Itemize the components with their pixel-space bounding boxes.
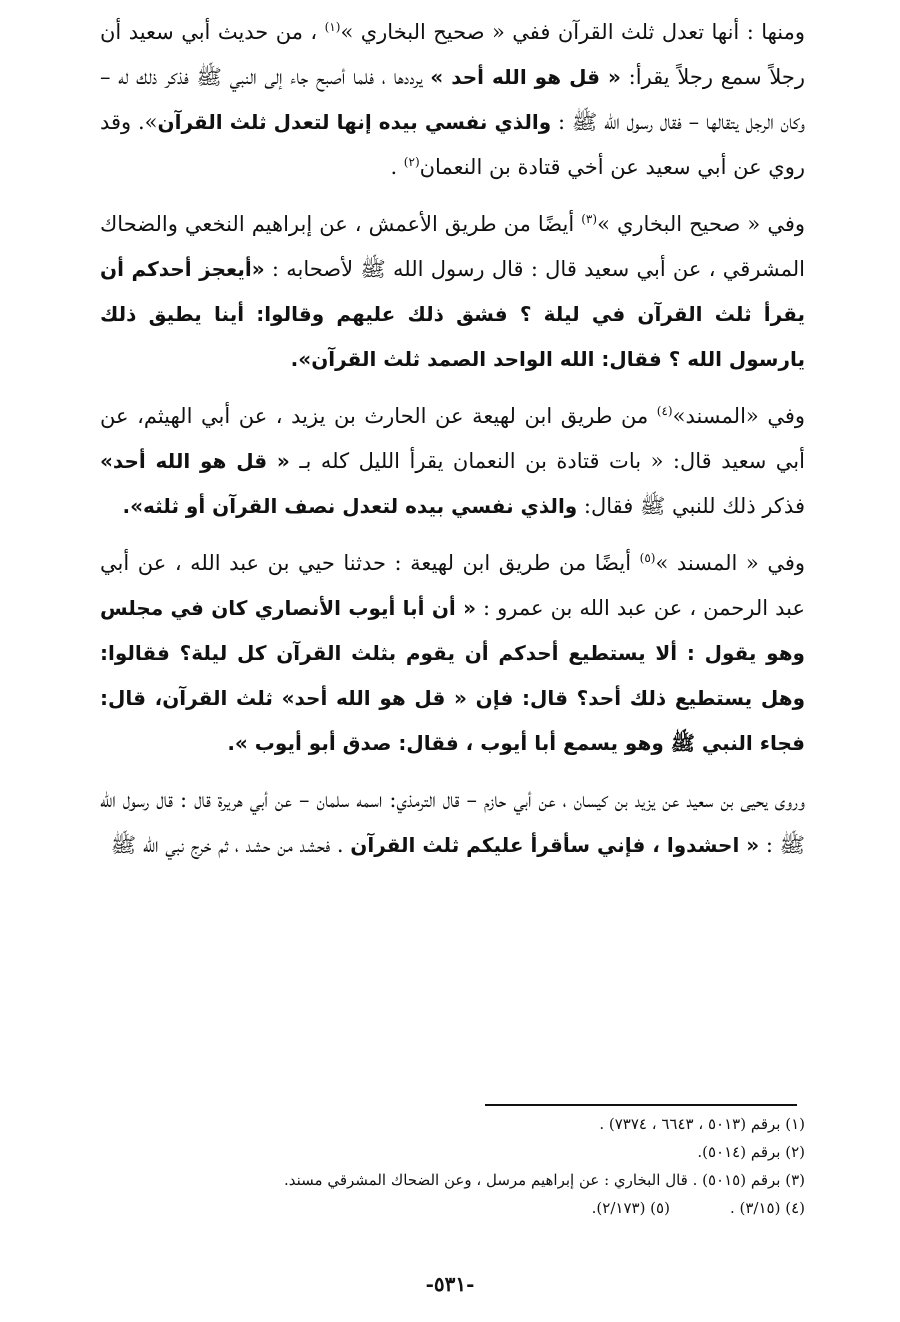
quoted-text: « احشدوا ، فإني سأقرأ عليكم ثلث القرآن: [350, 833, 760, 857]
text-run: وروى يحيى بن سعيد عن يزيد بن كيسان ، عن أبي حازم – قال الترمذي: اسمه سلمان – عن أبي هريرة قال : قال رسول الله ﷺ :: [100, 788, 806, 857]
footnote-1: (١) برقم (٥٠١٣ ، ٦٦٤٣ ، ٧٣٧٤) .: [599, 1115, 805, 1133]
text-run: وفي « صحيح البخاري »: [597, 212, 806, 236]
footnote-ref: (٣): [581, 212, 598, 226]
paragraph-5: [100, 778, 805, 868]
footnote-ref: (٤): [656, 404, 673, 418]
page-number: -٥٣١-: [425, 1272, 475, 1296]
page-body: [100, 10, 805, 880]
footnote-ref: (٢): [403, 155, 420, 169]
text-run: أيضًا من طريق ابن لهيعة : حدثنا حيي بن عبد الله ، عن أبي عبد الرحمن ، عن عبد الله بن عمرو :: [100, 551, 805, 620]
text-run: . فحشد من حشد ، ثم خرج نبي الله ﷺ: [110, 833, 351, 857]
quoted-text: « أن أبا أيوب الأنصاري كان في مجلس وهو يقول : ألا يستطيع أحدكم أن يقوم بثلث القرآن كل ليلة؟ فقالوا: وهل يستطيع ذلك أحد؟ قال: فإن « قل هو الله أحد» ثلث القرآن، قال: فجاء النبي ﷺ وهو يسمع أبا أيوب ، فقال: صدق أبو أيوب ».: [100, 596, 805, 755]
quoted-text: « قل هو الله أحد»: [100, 449, 290, 473]
quoted-text: والذي نفسي بيده إنها لتعدل ثلث القرآن: [157, 110, 552, 134]
text-run: يرددها ، فلما أصبح جاء إلى النبي ﷺ فذكر ذلك له – وكان الرجل يتقالها – فقال رسول الله ﷺ :: [100, 65, 806, 134]
footnote-ref: (١): [324, 20, 341, 34]
text-run: وفي « المسند »: [655, 551, 805, 575]
text-run: ». وقد روي عن أبي سعيد عن أخي قتادة بن النعمان: [100, 110, 805, 179]
footnote-divider: [485, 1104, 797, 1106]
footnote-5: (٥) (٢/١٧٣).: [591, 1199, 670, 1217]
text-run: وفي «المسند»: [672, 404, 806, 428]
footnotes: [100, 1110, 805, 1222]
text-run: فذكر ذلك للنبي ﷺ فقال:: [577, 494, 805, 518]
quoted-text: « قل هو الله أحد »: [430, 65, 621, 89]
footnote-4: (٤) (٣/١٥) .: [729, 1199, 805, 1217]
paragraph-4: [100, 541, 805, 766]
text-run: من طريق ابن لهيعة عن الحارث بن يزيد ، عن أبي الهيثم، عن أبي سعيد قال: « بات قتادة بن النعمان يقرأ الليل كله بـ: [100, 404, 805, 473]
text-run: أيضًا من طريق الأعمش ، عن إبراهيم النخعي والضحاك المشرقي ، عن أبي سعيد قال : قال رسول الله ﷺ لأصحابه :: [100, 212, 806, 281]
paragraph-2: [100, 202, 805, 382]
paragraph-3: [100, 394, 805, 529]
footnote-3: (٣) برقم (٥٠١٥) . قال البخاري : عن إبراهيم مرسل ، وعن الضحاك المشرقي مسند.: [284, 1171, 805, 1189]
text-run: ، من حديث أبي سعيد أن رجلاً سمع رجلاً يقرأ:: [100, 20, 805, 89]
footnote-ref: (٥): [639, 551, 656, 565]
paragraph-1: [100, 10, 805, 190]
footnote-2: (٢) برقم (٥٠١٤).: [697, 1143, 805, 1161]
quoted-text: والذي نفسي بيده لتعدل نصف القرآن أو ثلثه».: [122, 494, 578, 518]
text-run: ومنها : أنها تعدل ثلث القرآن ففي « صحيح البخاري »: [340, 20, 806, 44]
text-run: .: [390, 155, 404, 179]
quoted-text: «أيعجز أحدكم أن يقرأ ثلث القرآن في ليلة ؟ فشق ذلك عليهم وقالوا: أينا يطيق ذلك يارسول الله ؟ فقال: الله الواحد الصمد ثلث القرآن».: [100, 257, 805, 371]
